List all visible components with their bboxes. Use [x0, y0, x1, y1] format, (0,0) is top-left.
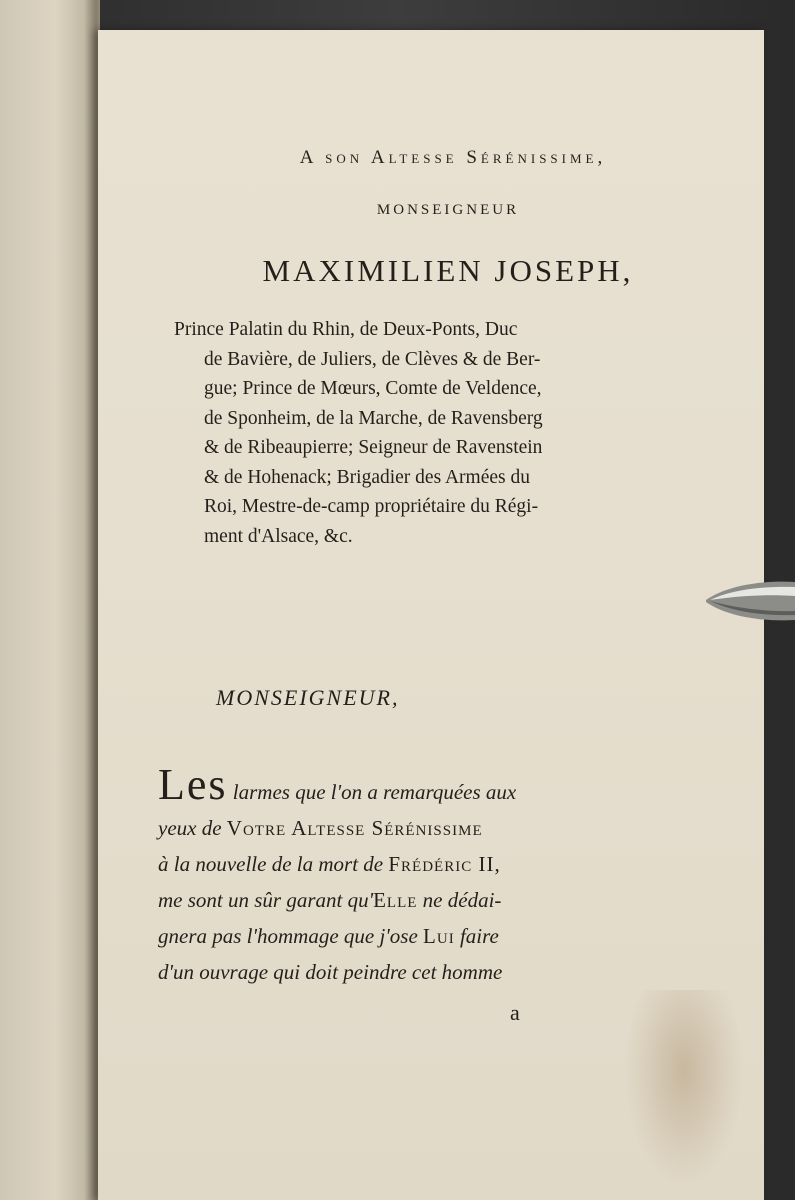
body-text-run: ne dédai- — [422, 888, 502, 912]
letter-address: MONSEIGNEUR, — [216, 685, 400, 710]
title-line: de Bavière, de Juliers, de Clèves & de Ber- — [204, 348, 541, 370]
foxing-stain — [624, 990, 744, 1190]
title-line: gue; Prince de Mœurs, Comte de Veldence, — [204, 378, 542, 399]
body-text-run: me sont un sûr garant qu' — [158, 888, 374, 912]
drop-cap: Les — [158, 760, 228, 809]
body-line — [158, 810, 628, 846]
body-line — [158, 846, 628, 882]
dedicatee-name: MAXIMILIEN JOSEPH, — [262, 253, 634, 288]
body-text-run: gnera pas l'hommage que j'ose — [158, 924, 418, 948]
title-line: Prince Palatin du Rhin, de Deux-Ponts, Duc — [174, 319, 518, 340]
body-text-run: larmes que l'on a remarquées aux — [232, 780, 517, 804]
title-line: Roi, Mestre-de-camp propriétaire du Régi- — [204, 496, 539, 517]
body-text-run: yeux de — [158, 816, 222, 840]
title-line: & de Hohenack; Brigadier des Armées du — [204, 466, 530, 488]
body-line — [158, 760, 628, 810]
dedication-salutation: A son Altesse Sérénissime, — [299, 147, 607, 168]
page-clip-icon — [706, 578, 795, 624]
letter-body — [158, 760, 628, 990]
signature-mark: a — [510, 1000, 520, 1025]
title-line: ment d'Alsace, &c. — [204, 525, 353, 547]
book-page — [98, 30, 764, 1200]
body-text-run: faire — [459, 924, 499, 948]
small-caps-run: Frédéric II, — [388, 852, 501, 876]
small-caps-run: Votre Altesse Sérénissime — [226, 816, 483, 840]
title-line: de Sponheim, de la Marche, de Ravensberg — [204, 407, 543, 429]
body-line: d'un ouvrage qui doit peindre cet homme — [158, 960, 503, 984]
small-caps-run: Elle — [373, 888, 418, 912]
dedicatee-titles — [174, 315, 628, 551]
small-caps-run: Lui — [423, 924, 455, 948]
dedication-honorific: MONSEIGNEUR — [376, 202, 520, 218]
body-line — [158, 882, 628, 918]
body-line — [158, 918, 628, 954]
body-text-run: à la nouvelle de la mort de — [158, 852, 384, 876]
title-line: & de Ribeaupierre; Seigneur de Ravenstein — [204, 437, 543, 458]
